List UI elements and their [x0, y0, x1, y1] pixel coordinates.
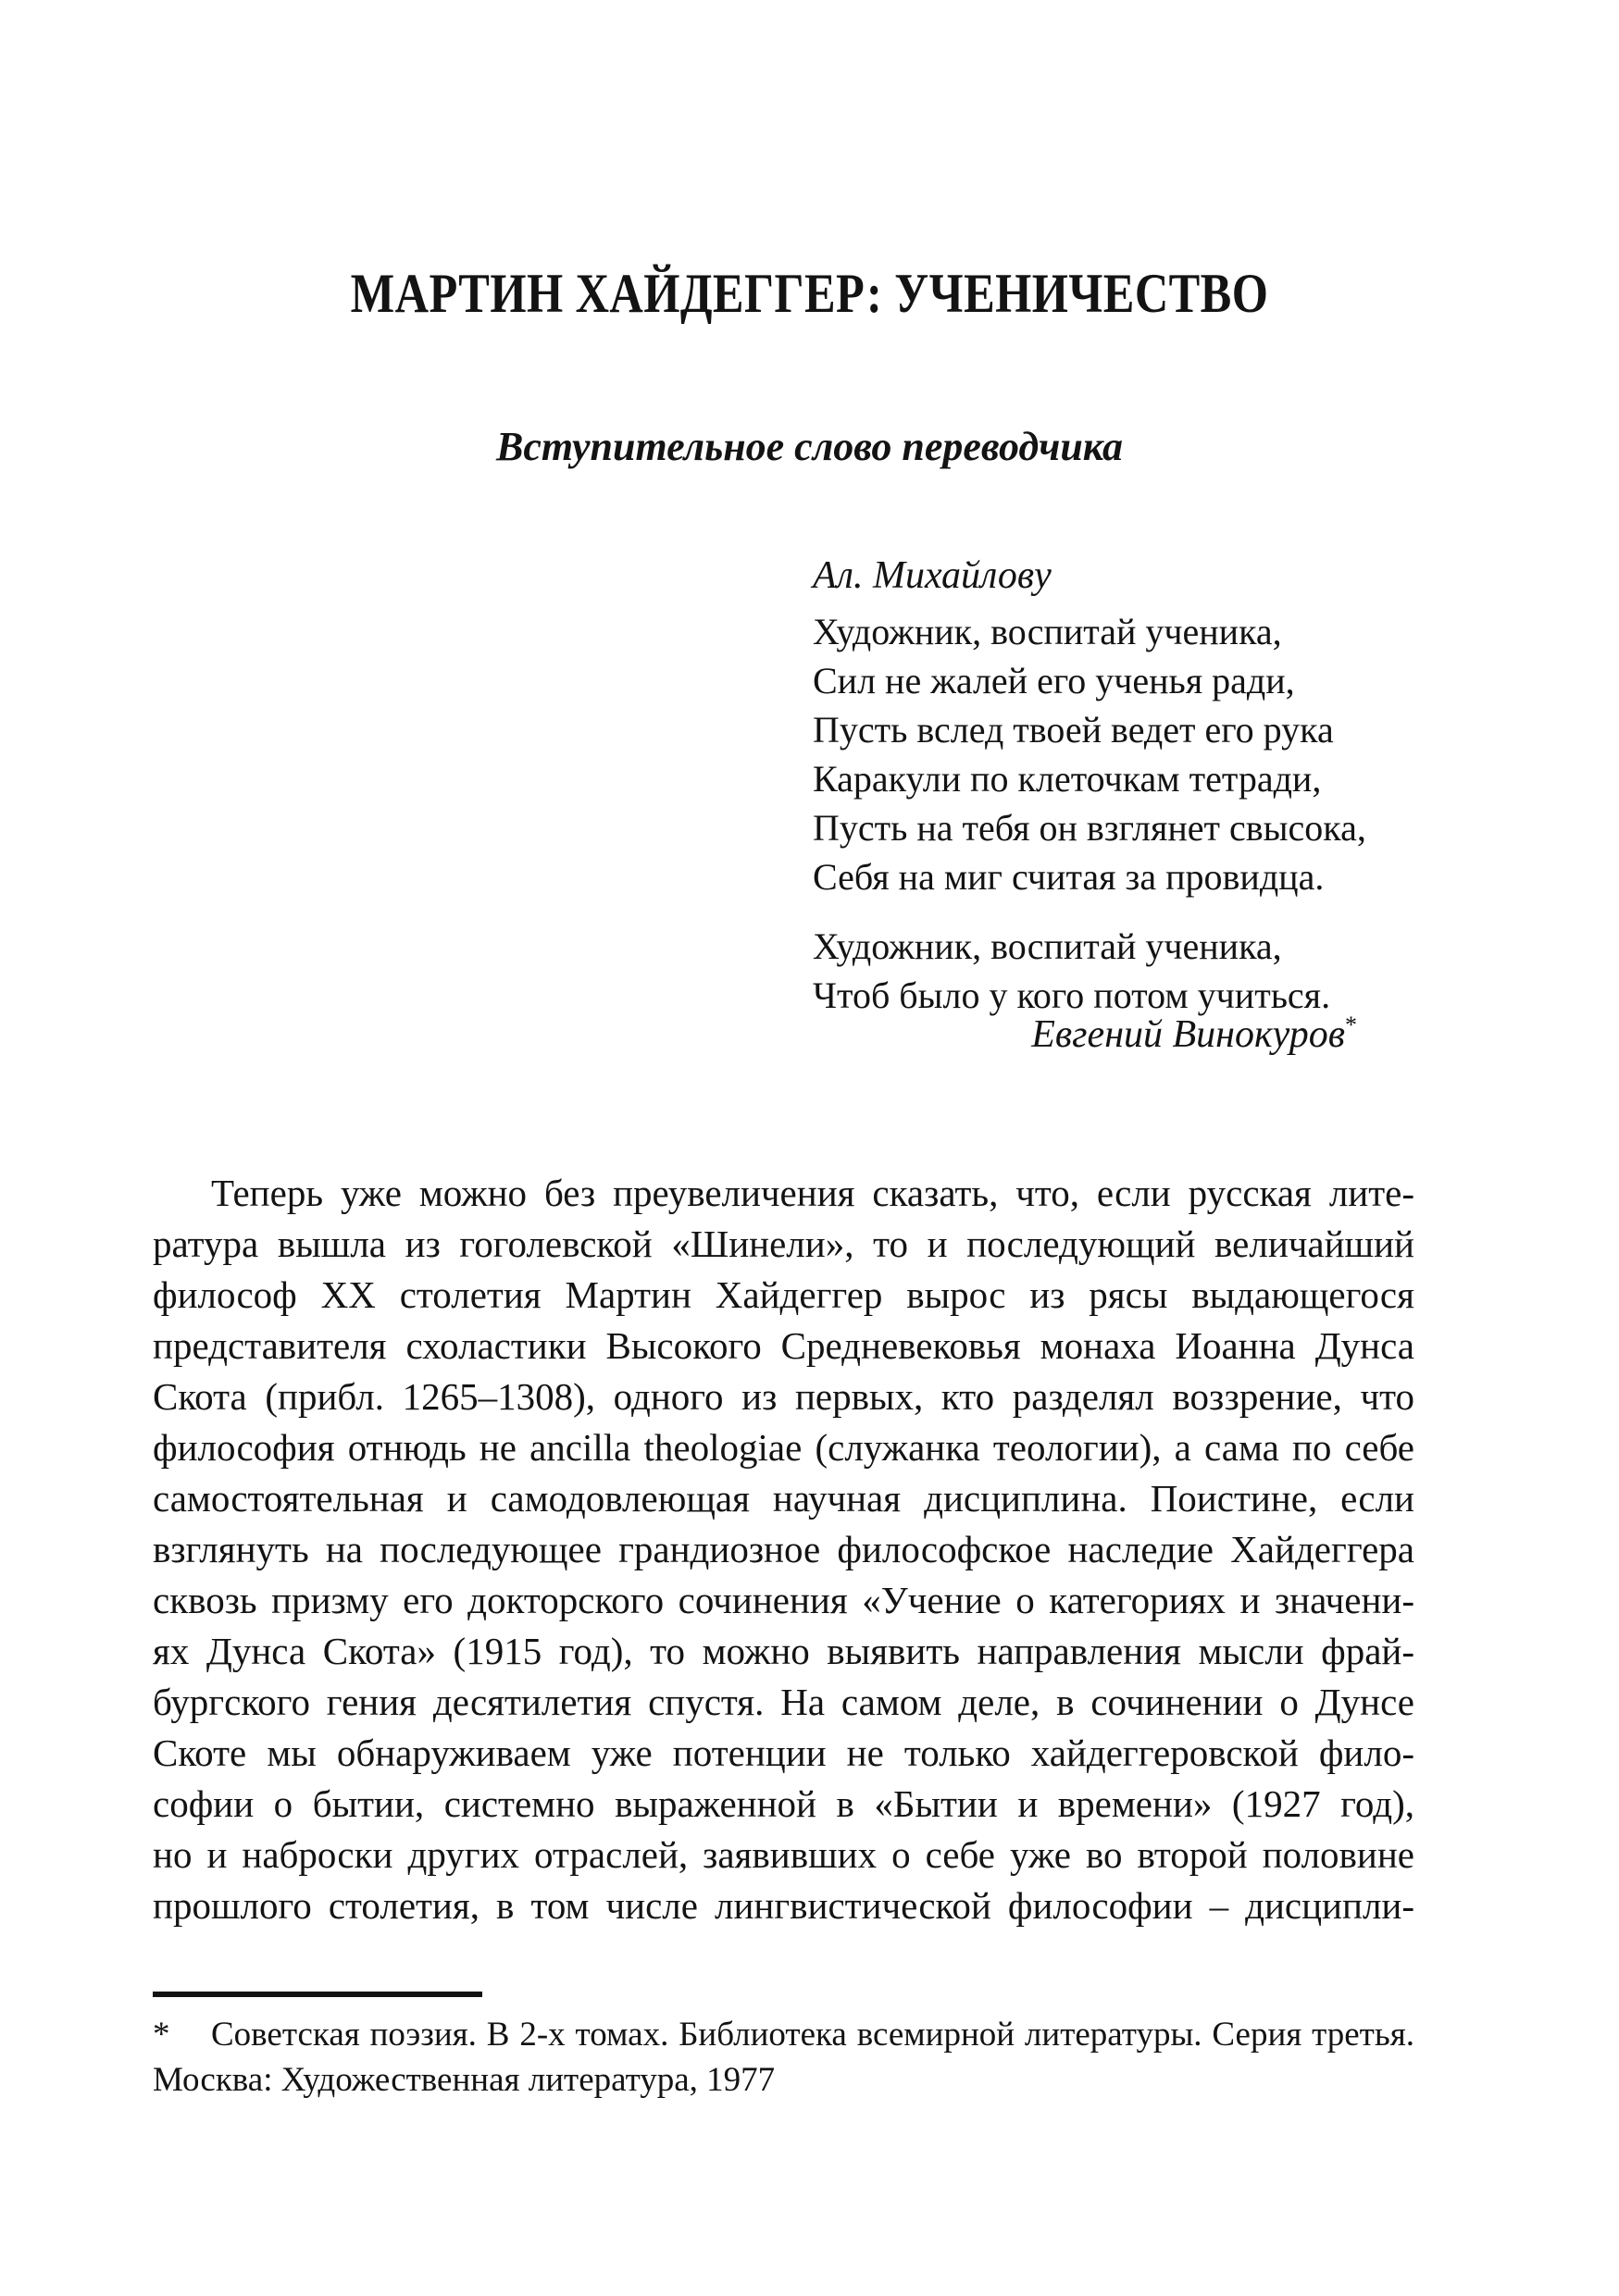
poem-line: Пусть на тебя он взглянет свысока,	[813, 807, 1366, 849]
body-line: Скоте мы обнаруживаем уже потенции не только хайдеггеровской фило-	[153, 1731, 1414, 1774]
footnote-marker: *	[153, 2016, 170, 2054]
body-line: прошлого столетия, в том числе лингвистической философии – дисципли-	[153, 1884, 1414, 1927]
footnote-source: Советская поэзия. В 2-х томах. Библиотека всемирной литературы. Серия третья.	[211, 2016, 1414, 2054]
body-line: представителя схоластики Высокого Средневековья монаха Иоанна Дунса	[153, 1324, 1414, 1367]
body-line: философия отнюдь не ancilla theologiae (служанка теологии), а сама по себе	[153, 1426, 1414, 1469]
page-title: МАРТИН ХАЙДЕГГЕР: УЧЕНИЧЕСТВО	[350, 263, 1269, 325]
body-line: софии о бытии, системно выраженной в «Бытии и времени» (1927 год),	[153, 1782, 1414, 1825]
poem-attribution	[813, 1012, 1357, 1057]
poem-line: Чтоб было у кого потом учиться.	[813, 974, 1331, 1016]
poem-line: Себя на миг считая за провидца.	[813, 856, 1325, 898]
poem-line: Сил не жалей его ученья ради,	[813, 660, 1295, 701]
poem-line: Каракули по клеточкам тетради,	[813, 758, 1322, 800]
body-line: Теперь уже можно без преувеличения сказать, что, если русская лите-	[211, 1172, 1414, 1214]
body-line: но и наброски других отраслей, заявивших о себе уже во второй половине	[153, 1833, 1414, 1876]
body-line: философ XX столетия Мартин Хайдеггер вырос из рясы выдающегося	[153, 1273, 1414, 1316]
poem-line: Художник, воспитай ученика,	[813, 611, 1282, 652]
body-line: Скота (прибл. 1265–1308), одного из первых, кто разделял воззрение, что	[153, 1375, 1414, 1418]
footnote-text-line-2: Москва: Художественная литература, 1977	[153, 2061, 776, 2099]
body-line: ях Дунса Скота» (1915 год), то можно выявить направления мысли фрай-	[153, 1630, 1414, 1672]
poem-line: Пусть вслед твоей ведет его рука	[813, 709, 1334, 751]
body-line: бургского гения десятилетия спустя. На самом деле, в сочинении о Дунсе	[153, 1681, 1414, 1723]
footnote-asterisk-reference: *	[1345, 1011, 1357, 1038]
poem-dedication: Ал. Михайлову	[813, 554, 1052, 597]
body-line: самостоятельная и самодовлеющая научная дисциплина. Поистине, если	[153, 1477, 1414, 1520]
page-subtitle: Вступительное слово переводчика	[495, 423, 1123, 469]
footnote-text-line-1	[153, 2012, 1414, 2057]
poem-line: Художник, воспитай ученика,	[813, 925, 1282, 967]
poem-attribution-name: Евгений Винокуров	[1031, 1013, 1345, 1056]
body-line: сквозь призму его докторского сочинения «Учение о категориях и значени-	[153, 1579, 1414, 1621]
poem-stanza-1	[813, 607, 1366, 901]
footnote	[153, 2012, 1414, 2103]
footnote-divider	[153, 1992, 482, 1997]
poem-stanza-2	[813, 922, 1330, 1020]
body-line: ратура вышла из гоголевской «Шинели», то и последующий величайший	[153, 1222, 1414, 1265]
body-line: взглянуть на последующее грандиозное философское наследие Хайдеггера	[153, 1528, 1414, 1570]
body-paragraph	[153, 1168, 1414, 1931]
